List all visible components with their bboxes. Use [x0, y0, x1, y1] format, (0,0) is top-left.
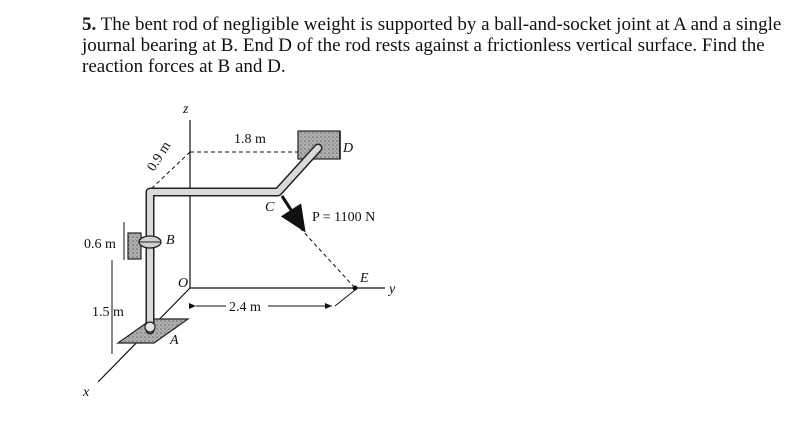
- label-x: x: [83, 385, 90, 400]
- label-dim-top: 1.8 m: [234, 132, 266, 147]
- point-E-marker: [353, 286, 358, 291]
- ball-socket-A: [145, 322, 155, 332]
- label-dim-bottom: 2.4 m: [229, 300, 261, 315]
- problem-number: 5.: [82, 14, 97, 35]
- label-D: D: [343, 141, 354, 156]
- label-B: B: [166, 233, 175, 248]
- label-E: E: [360, 271, 369, 286]
- dash-load-line: [300, 228, 355, 288]
- label-y: y: [389, 282, 396, 297]
- label-dim-diag: 0.9 m: [144, 139, 175, 175]
- load-arrow: [282, 196, 304, 230]
- dim-2.4-ext: [335, 290, 355, 306]
- label-C: C: [265, 200, 275, 215]
- problem-text: The bent rod of negligible weight is supported by a ball-and-socket joint at A and a single journal bearing at B. End D of the rod rests against a frictionless vertical surface. Find the reaction forces at B and D.: [82, 14, 782, 77]
- label-dim-left: 0.6 m: [84, 237, 116, 252]
- label-z: z: [183, 102, 189, 117]
- journal-bearing-B: [128, 233, 161, 259]
- label-dim-lower: 1.5 m: [92, 305, 124, 320]
- label-load: P = 1100 N: [312, 210, 376, 225]
- label-O: O: [178, 276, 189, 291]
- label-A: A: [170, 333, 179, 348]
